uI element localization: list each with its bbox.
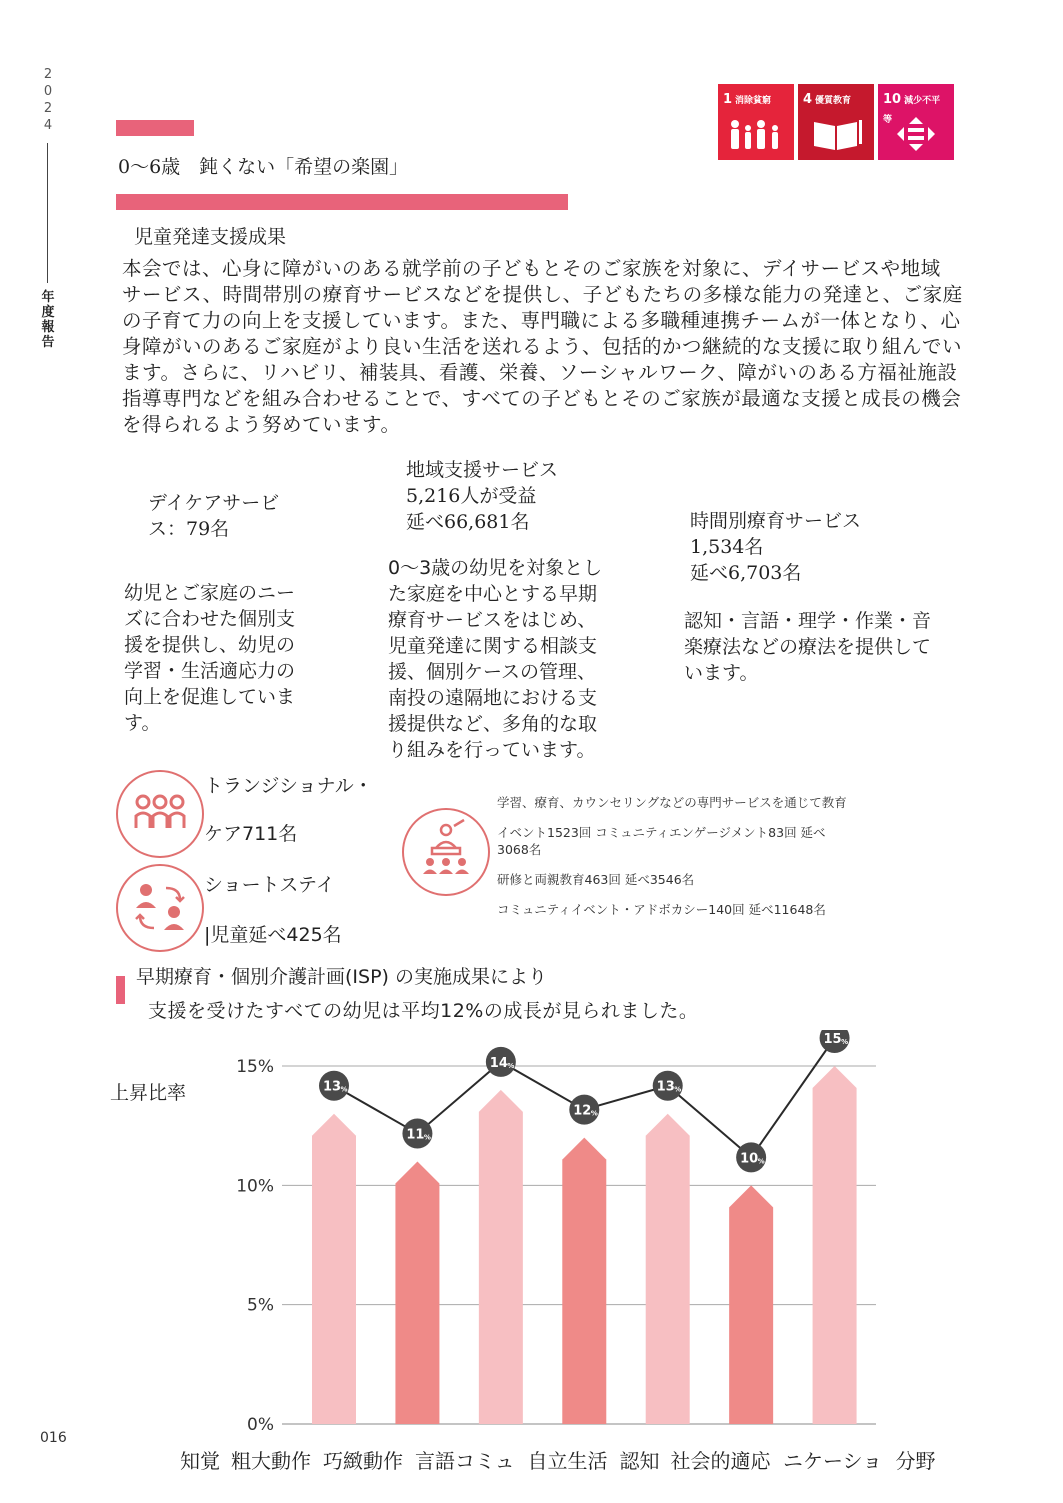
people-group-icon — [116, 770, 204, 858]
bar — [395, 1161, 439, 1424]
teacher-icon — [402, 808, 490, 896]
sdg-badge-10: 10 減少不平等 — [878, 84, 954, 160]
bar — [312, 1114, 356, 1424]
data-label-suffix: % — [757, 1157, 765, 1166]
book-icon — [808, 118, 864, 152]
intro-paragraph: 本会では、心身に障がいのある就学前の子どもとそのご家族を対象に、デイサービスや地域 サービス、時間帯別の療育サービスなどを提供し、子どもたちの多様な能力の発達と、ご家庭 の子育て力の向上を支援しています。また、専門職による多職種連携チームが一体となり、心 身障がいのあるご家庭がより良い生活を送れるよう、包括的かつ継続的な支援に取り組んでい ます。さらに、リハビリ、補装具、看護、栄養、ソーシャルワーク、障がいのある方福祉施設 指導専門などを組み合わせることで、すべての子どもとそのご家族が最適な支援と成長の機会 を得られるよう努めています。 — [122, 257, 963, 436]
sdg-badge-4: 4 優質教育 — [798, 84, 874, 160]
therapy-description: 認知・言語・理学・作業・音 楽療法などの療法を提供して います。 — [684, 610, 932, 684]
data-label: 13 — [656, 1079, 675, 1095]
x-category-label: 社会的適応 — [670, 1449, 771, 1473]
chart-y-label: 上昇比率 — [110, 1082, 187, 1104]
sidebar-label: 年 度 報 告 — [41, 290, 55, 350]
x-category-label: 言語コミュ — [415, 1449, 515, 1473]
bar — [813, 1066, 857, 1424]
data-label-suffix: % — [507, 1061, 515, 1070]
x-category-label: 巧緻動作 — [323, 1449, 403, 1473]
page-number: 016 — [40, 1430, 67, 1446]
data-label: 15 — [823, 1032, 842, 1047]
data-label-suffix: % — [674, 1085, 682, 1094]
bar — [729, 1185, 773, 1424]
community-description: 0〜3歳の幼児を対象とし た家庭を中心とする早期 療育サービスをはじめ、 児童発達に関する相談支 援、個別ケースの管理、 南投の遠隔地における支 援提供など、多角的な取 り組みを行っています。 — [388, 557, 603, 761]
daycare-stats: デイケアサービ ス：79名 — [148, 492, 280, 540]
family-icon — [728, 118, 784, 152]
bar — [562, 1138, 606, 1424]
result-accent-bar — [116, 976, 125, 1004]
title-accent-bar — [116, 120, 194, 136]
growth-chart — [0, 1030, 1063, 1503]
data-label-suffix: % — [423, 1133, 431, 1142]
equality-icon — [888, 116, 944, 152]
x-category-label: 知覚 — [180, 1449, 220, 1473]
y-tick-label: 0% — [247, 1415, 274, 1435]
x-category-label: 粗大動作 — [231, 1449, 311, 1473]
therapy-stats: 時間別療育サービス 1,534名 延べ6,703名 — [690, 510, 862, 584]
result-line-2: 支援を受けたすべての幼児は平均12%の成長が見られました。 — [148, 1000, 699, 1022]
transitional-care: トランジショナル・ ケア711名 — [204, 775, 373, 845]
y-tick-label: 10% — [236, 1176, 274, 1197]
bar — [646, 1114, 690, 1424]
daycare-description: 幼児とご家庭のニー ズに合わせた個別支 援を提供し、幼児の 学習・生活適応力の 向上を促進していま す。 — [124, 582, 296, 734]
x-category-label: 認知 — [619, 1449, 660, 1473]
education-list: 学習、療育、カウンセリングなどの専門サービスを通じて教育 イベント1523回 コミュニティエンゲージメント83回 延べ 3068名 研修と両親教育463回 延べ3546名 コミュニティイベント・アドボカシー140回 延べ11648名 — [497, 795, 847, 917]
data-label-suffix: % — [340, 1085, 348, 1094]
subtitle-accent-bar — [116, 194, 568, 210]
section-subtitle: 児童発達支援成果 — [134, 226, 287, 248]
section-title: 0〜6歳 鈍くない「希望の楽園」 — [118, 156, 409, 178]
short-stay: ショートステイ |児童延べ425名 — [204, 874, 342, 946]
sidebar-divider — [47, 143, 48, 283]
x-category-label: 分野 — [895, 1449, 936, 1473]
data-label: 13 — [322, 1079, 342, 1095]
x-category-label: ニケーショ — [783, 1449, 883, 1473]
data-label: 11 — [406, 1127, 425, 1143]
community-stats: 地域支援サービス 5,216人が受益 延べ66,681名 — [406, 459, 559, 533]
data-label-suffix: % — [590, 1109, 598, 1118]
data-label: 14 — [489, 1055, 508, 1071]
sdg-badge-1: 1 消除貧窮 — [718, 84, 794, 160]
y-tick-label: 5% — [247, 1295, 274, 1316]
x-category-label: 自立生活 — [527, 1449, 608, 1473]
result-line-1: 早期療育・個別介護計画(ISP) の実施成果により — [136, 966, 547, 988]
exchange-people-icon — [116, 864, 204, 952]
data-label-suffix: % — [841, 1038, 849, 1046]
sidebar-year: 2 0 2 4 — [43, 67, 53, 133]
y-tick-label: 15% — [236, 1057, 274, 1077]
data-label: 12 — [573, 1103, 592, 1119]
data-label: 10 — [740, 1151, 759, 1167]
bar — [479, 1090, 523, 1424]
